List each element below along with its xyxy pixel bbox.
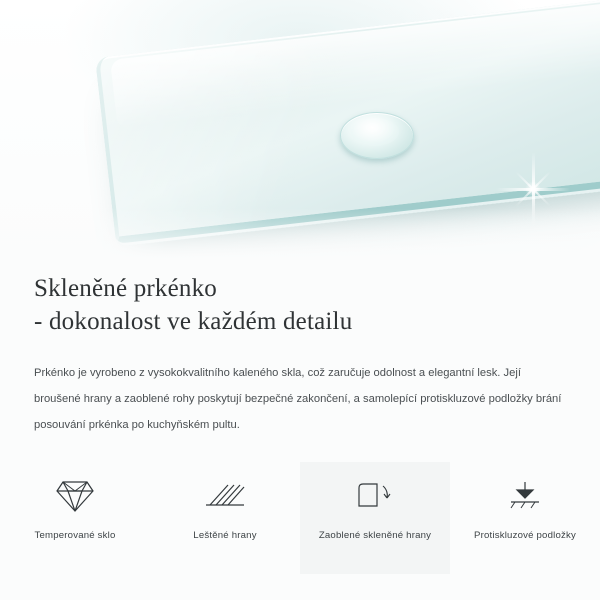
silicone-foot-highlight	[351, 118, 399, 146]
feature-label: Leštěné hrany	[193, 530, 257, 541]
polished-edges-icon	[204, 474, 246, 518]
headline-line-1: Skleněné prkénko	[34, 275, 218, 302]
product-description: Prkénko je vyrobeno z vysokokvalitního kaleného skla, což zaručuje odolnost a elegantní lesk. Její broušené hrany a zaoblené rohy poskytují bezpečné zakončení, a samolepící protiskluzové podložky brání posouvání prkénka po kuchyňském pultu.	[34, 367, 562, 431]
anti-slip-pad-icon	[505, 474, 545, 518]
rounded-corner-icon	[353, 474, 397, 518]
feature-label: Temperované sklo	[34, 530, 116, 541]
feature-item-polished-edges	[150, 462, 300, 562]
feature-item-rounded-edges	[300, 462, 450, 574]
content-block	[0, 272, 600, 438]
page-title	[0, 272, 600, 338]
feature-item-tempered-glass	[0, 462, 150, 562]
headline-line-2: - dokonalost ve každém detailu	[34, 308, 353, 335]
feature-label: Protiskluzové podložky	[474, 530, 576, 541]
feature-strip	[0, 462, 600, 562]
feature-item-anti-slip-pads	[450, 462, 600, 562]
feature-label: Zaoblené skleněné hrany	[318, 530, 432, 541]
hero-bottom-fade	[0, 208, 600, 268]
diamond-icon	[55, 474, 95, 518]
hero-image	[0, 0, 600, 268]
